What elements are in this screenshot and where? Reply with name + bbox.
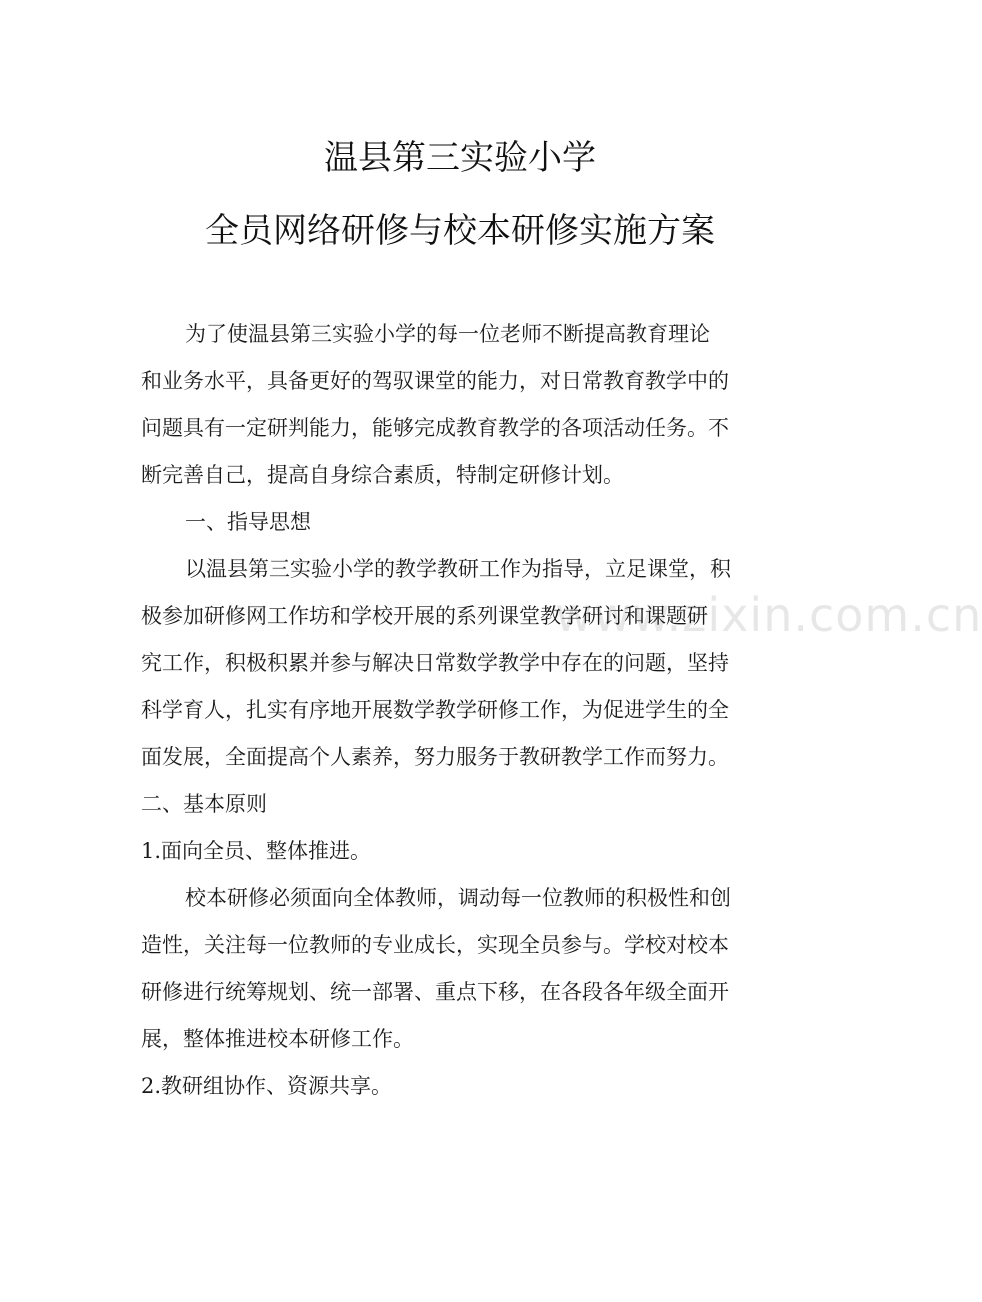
document-body (141, 311, 781, 1110)
section-heading: 一、指导思想 (185, 510, 311, 534)
paragraph-line: 断完善自己，提高自身综合素质，特制定研修计划。 (141, 463, 624, 487)
document-title: 温县第三实验小学 (324, 138, 596, 178)
paragraph-line: 问题具有一定研判能力，能够完成教育教学的各项活动任务。不 (141, 416, 729, 440)
paragraph-line: 为了使温县第三实验小学的每一位老师不断提高教育理论 (185, 322, 710, 346)
section-heading: 二、基本原则 (141, 792, 267, 816)
subsection-heading: 1.面向全员、整体推进。 (141, 839, 372, 863)
subsection-heading: 2.教研组协作、资源共享。 (141, 1074, 393, 1098)
paragraph-line: 校本研修必须面向全体教师，调动每一位教师的积极性和创 (185, 886, 731, 910)
watermark: www.zixin.com.cn (555, 588, 982, 642)
paragraph-line: 研修进行统筹规划、统一部署、重点下移，在各段各年级全面开 (141, 980, 729, 1004)
paragraph-line: 以温县第三实验小学的教学教研工作为指导，立足课堂，积 (185, 557, 731, 581)
paragraph-line: 展，整体推进校本研修工作。 (141, 1027, 414, 1051)
paragraph-line: 科学育人，扎实有序地开展数学教学研修工作，为促进学生的全 (141, 698, 729, 722)
paragraph-line: 极参加研修网工作坊和学校开展的系列课堂教学研讨和课题研 (141, 604, 708, 628)
paragraph-line: 究工作，积极积累并参与解决日常数学教学中存在的问题，坚持 (141, 651, 729, 675)
paragraph-line: 和业务水平，具备更好的驾驭课堂的能力，对日常教育教学中的 (141, 369, 729, 393)
paragraph-line: 造性，关注每一位教师的专业成长，实现全员参与。学校对校本 (141, 933, 729, 957)
paragraph-line: 面发展，全面提高个人素养，努力服务于教研教学工作而努力。 (141, 745, 729, 769)
document-subtitle: 全员网络研修与校本研修实施方案 (205, 211, 715, 251)
